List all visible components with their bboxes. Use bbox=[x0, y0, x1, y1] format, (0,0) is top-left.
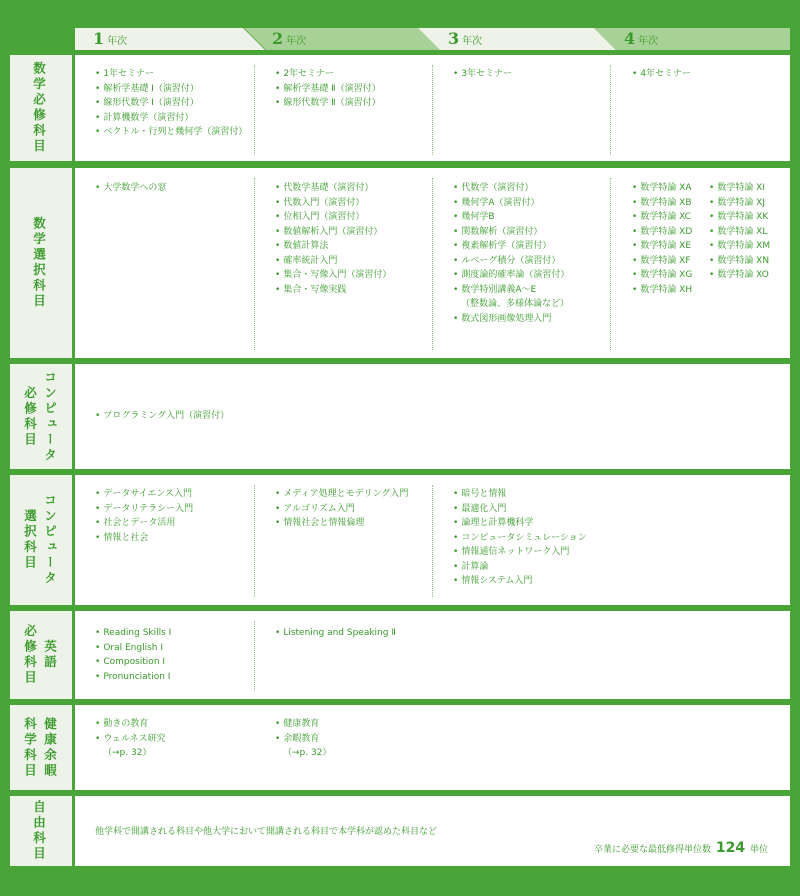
course-list-year-1 bbox=[95, 717, 166, 761]
row-label-text-b: 科学科目 bbox=[22, 716, 38, 779]
course-item: • 1年セミナー bbox=[95, 69, 155, 79]
course-item: • データリテラシー入門 bbox=[95, 503, 194, 514]
course-item: • 計算機数学（演習付） bbox=[95, 112, 194, 123]
course-item: • 複素解析学（演習付） bbox=[453, 241, 552, 251]
course-list-year-2 bbox=[275, 487, 408, 531]
course-item: • 測度論的確率論（演習付） bbox=[453, 270, 570, 280]
course-item: • メディア処理とモデリング入門 bbox=[275, 489, 409, 499]
course-item: （整数論、多様体論など） bbox=[461, 299, 570, 309]
row-math-required bbox=[10, 55, 790, 161]
row-label-text-a: コンピュータ bbox=[42, 493, 58, 587]
course-item: • 位相入門（演習付） bbox=[275, 212, 365, 222]
row-free bbox=[10, 796, 790, 866]
row-label-text-a: 英語 bbox=[42, 639, 58, 671]
year-3-header bbox=[418, 28, 616, 50]
course-item: • 数学特論 XO bbox=[709, 270, 769, 280]
course-item: • Composition Ⅰ bbox=[95, 657, 166, 667]
row-label bbox=[10, 611, 72, 699]
year-2-number: 2 bbox=[272, 29, 284, 48]
course-item: • 2年セミナー bbox=[275, 69, 335, 79]
row-health bbox=[10, 705, 790, 790]
course-item: • 情報システム入門 bbox=[453, 576, 533, 586]
course-item: • 代数入門（演習付） bbox=[275, 197, 365, 208]
year-3-suffix: 年次 bbox=[462, 36, 483, 47]
course-list-year-1 bbox=[95, 181, 166, 196]
course-item: • 関数解析（演習付） bbox=[453, 226, 543, 237]
course-item: • 数学特論 XL bbox=[709, 226, 768, 237]
course-item: • ウェルネス研究 bbox=[95, 733, 166, 744]
year-4-suffix: 年次 bbox=[638, 36, 659, 47]
course-item: • アルゴリズム入門 bbox=[275, 503, 355, 514]
course-item: • 線形代数学 Ⅱ（演習付） bbox=[275, 98, 381, 108]
course-item: • 社会とデータ活用 bbox=[95, 518, 176, 528]
year-2-suffix: 年次 bbox=[286, 36, 307, 47]
course-item: • 論理と計算機科学 bbox=[453, 518, 534, 528]
course-item: • 数学特論 XI bbox=[709, 183, 765, 193]
row-label-text: 数学選択科目 bbox=[31, 216, 47, 310]
course-item: • 暗号と情報 bbox=[453, 489, 507, 499]
course-item: • 数学特論 XN bbox=[709, 255, 770, 266]
graduation-credits-value: 124 bbox=[715, 840, 746, 856]
row-label-text-a: コンピュータ bbox=[42, 370, 58, 463]
graduation-credits-suffix: 単位 bbox=[749, 845, 768, 855]
course-item: • 解析学基礎 Ⅱ（演習付） bbox=[275, 83, 381, 94]
course-item: • 数学特論 XG bbox=[632, 270, 693, 280]
course-item: • 集合・写像入門（演習付） bbox=[275, 270, 392, 280]
course-item: • 動きの教育 bbox=[95, 719, 149, 729]
course-item: • 数学特論 XJ bbox=[709, 197, 765, 208]
course-list-year-2 bbox=[275, 67, 381, 111]
row-label-text-b: 必修科目 bbox=[22, 385, 38, 448]
course-item: • 数式図形画像処理入門 bbox=[453, 313, 552, 324]
row-label-text: 数学必修科目 bbox=[31, 61, 47, 155]
row-math-elective bbox=[10, 168, 790, 358]
year-1-suffix: 年次 bbox=[107, 36, 128, 47]
course-item: （→p. 32） bbox=[103, 748, 152, 758]
year-1-number: 1 bbox=[93, 29, 105, 48]
row-computer-elective bbox=[10, 475, 790, 605]
row-label-text: 自由科目 bbox=[31, 800, 47, 862]
graduation-credits-prefix: 卒業に必要な最低修得単位数 bbox=[593, 845, 711, 855]
course-item: • 数学特論 XC bbox=[632, 212, 691, 222]
row-label bbox=[10, 168, 72, 358]
course-list-year-3 bbox=[453, 487, 587, 589]
course-list-year-2 bbox=[275, 181, 391, 297]
course-item: （→p. 32） bbox=[283, 748, 332, 758]
course-list-year-1 bbox=[95, 626, 171, 684]
course-item: • 情報と社会 bbox=[95, 532, 149, 543]
course-item: • 数値計算法 bbox=[275, 241, 329, 251]
year-3-number: 3 bbox=[448, 29, 460, 48]
course-item: • Reading Skills Ⅰ bbox=[95, 628, 172, 638]
row-body bbox=[75, 475, 790, 605]
free-course-note: 他学科で開講される科目や他大学において開講される科目で本学科が認めた科目など bbox=[95, 827, 438, 837]
course-list-year-4 bbox=[632, 67, 691, 82]
row-body bbox=[75, 611, 790, 699]
row-body bbox=[75, 364, 790, 469]
course-item: • 数学特論 XB bbox=[632, 197, 692, 208]
row-body bbox=[75, 168, 790, 358]
course-item: • 線形代数学 Ⅰ（演習付） bbox=[95, 98, 199, 108]
year-4-header bbox=[594, 28, 790, 50]
course-list-year-2 bbox=[275, 626, 396, 641]
row-label bbox=[10, 475, 72, 605]
row-label bbox=[10, 796, 72, 866]
row-computer-required bbox=[10, 364, 790, 469]
year-2-header bbox=[244, 28, 440, 50]
row-english bbox=[10, 611, 790, 699]
course-list-year-3 bbox=[453, 67, 512, 82]
row-body bbox=[75, 796, 790, 866]
course-item: • データサイエンス入門 bbox=[95, 489, 193, 499]
course-item: • 最適化入門 bbox=[453, 503, 507, 514]
course-list-year-1 bbox=[95, 67, 247, 140]
course-item: • 幾何学A（演習付） bbox=[453, 197, 540, 208]
course-item: • ベクトル・行列と幾何学（演習付） bbox=[95, 127, 248, 137]
course-item: • 数学特論 XK bbox=[709, 212, 769, 222]
course-list-year-1 bbox=[95, 487, 193, 545]
course-item: • 数学特論 XF bbox=[632, 255, 691, 266]
course-list-year-4a bbox=[632, 181, 692, 297]
course-item: • Pronunciation Ⅰ bbox=[95, 671, 171, 682]
row-body bbox=[75, 705, 790, 790]
course-item: • 計算論 bbox=[453, 561, 489, 572]
course-item: • 情報通信ネットワーク入門 bbox=[453, 547, 570, 557]
course-item: • 情報社会と情報倫理 bbox=[275, 518, 365, 528]
course-item: • コンピュータシミュレーション bbox=[453, 532, 587, 543]
row-label bbox=[10, 705, 72, 790]
course-item: • プログラミング入門（演習付） bbox=[95, 411, 230, 421]
course-item: • 代数学（演習付） bbox=[453, 183, 534, 193]
course-list-year-3 bbox=[453, 181, 569, 326]
row-label-text-a: 健康余暇 bbox=[42, 716, 58, 779]
course-item: • 代数学基礎（演習付） bbox=[275, 183, 374, 193]
course-list-year-2 bbox=[275, 717, 331, 761]
course-item: • 4年セミナー bbox=[632, 69, 692, 79]
row-label bbox=[10, 55, 72, 161]
row-body bbox=[75, 55, 790, 161]
course-item: • 大学数学への窓 bbox=[95, 183, 167, 193]
year-1-header bbox=[75, 28, 265, 50]
graduation-credits bbox=[594, 840, 768, 856]
course-item: • 3年セミナー bbox=[453, 69, 513, 79]
course-item: • 解析学基礎 Ⅰ（演習付） bbox=[95, 83, 199, 94]
year-4-number: 4 bbox=[624, 29, 636, 48]
course-item: • 集合・写像実践 bbox=[275, 284, 347, 295]
course-item: • 数学特論 XD bbox=[632, 226, 693, 237]
course-item: • 数学特論 XE bbox=[632, 241, 692, 251]
row-label-text-b: 必修科目 bbox=[22, 624, 38, 686]
course-list-year-4b bbox=[709, 181, 770, 283]
course-item: • 余暇教育 bbox=[275, 733, 320, 744]
course-item: • 健康教育 bbox=[275, 719, 320, 729]
row-label-text-b: 選択科目 bbox=[22, 509, 38, 571]
course-item: • 数値解析入門（演習付） bbox=[275, 226, 383, 237]
course-list bbox=[95, 409, 229, 424]
course-item: • Listening and Speaking Ⅱ bbox=[275, 628, 396, 638]
course-item: • 数学特別講義A～E bbox=[453, 284, 537, 295]
course-item: • Oral English Ⅰ bbox=[95, 642, 163, 653]
course-item: • 数学特論 XA bbox=[632, 183, 692, 193]
course-item: • 数学特論 XM bbox=[709, 241, 771, 251]
course-item: • ルベーグ積分（演習付） bbox=[453, 255, 561, 266]
course-item: • 確率統計入門 bbox=[275, 255, 338, 266]
course-item: • 数学特論 XH bbox=[632, 284, 693, 295]
row-label bbox=[10, 364, 72, 469]
course-item: • 幾何学B bbox=[453, 212, 495, 222]
